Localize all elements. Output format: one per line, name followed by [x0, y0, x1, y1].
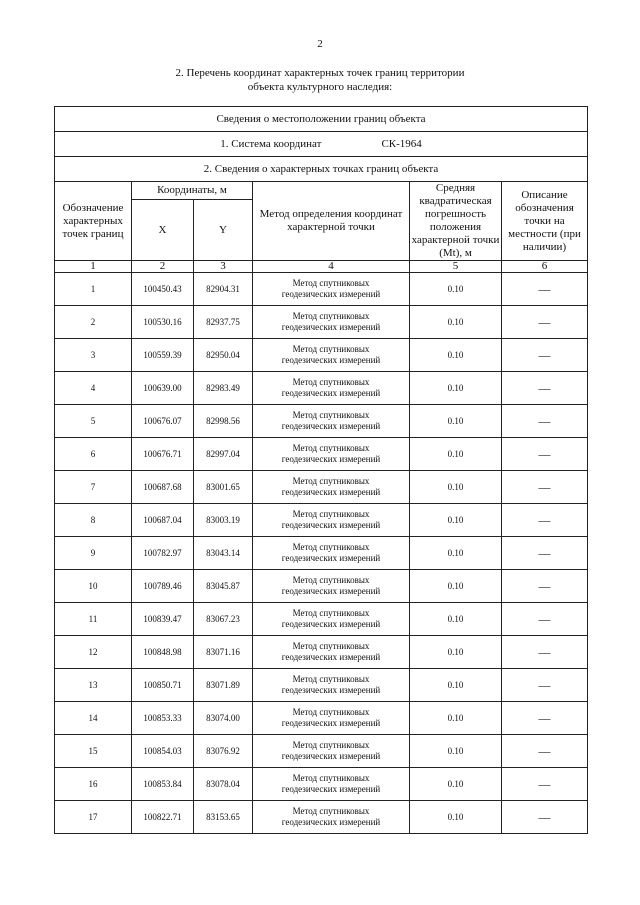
- table-main-header: Сведения о местоположении границ объекта: [55, 107, 588, 132]
- point-number: 16: [55, 768, 132, 801]
- method-line-2: геодезических измерений: [281, 784, 381, 794]
- col-number: 5: [410, 261, 502, 273]
- method-line-2: геодезических измерений: [281, 586, 381, 596]
- method-line-1: Метод спутниковых: [292, 509, 370, 519]
- col-header-description: Описание обозначения точки на местности (при наличии): [502, 182, 588, 261]
- point-y: 82998.56: [194, 405, 253, 438]
- point-number: 11: [55, 603, 132, 636]
- col-header-error: Средняя квадратическая погрешность положения характерной точки (Mt), м: [410, 182, 502, 261]
- method-line-1: Метод спутниковых: [292, 608, 370, 618]
- point-y: 82904.31: [194, 273, 253, 306]
- point-y: 83076.92: [194, 735, 253, 768]
- point-y: 82997.04: [194, 438, 253, 471]
- col-number: 3: [194, 261, 253, 273]
- point-method: [253, 504, 410, 537]
- point-error: 0.10: [410, 702, 502, 735]
- point-description: —: [502, 768, 588, 801]
- point-method: [253, 537, 410, 570]
- table-row: [55, 801, 588, 834]
- method-line-2: геодезических измерений: [281, 421, 381, 431]
- table-row: [55, 372, 588, 405]
- point-description: —: [502, 372, 588, 405]
- point-method: [253, 273, 410, 306]
- point-number: 17: [55, 801, 132, 834]
- point-error: 0.10: [410, 801, 502, 834]
- point-method: [253, 372, 410, 405]
- point-error: 0.10: [410, 669, 502, 702]
- point-number: 10: [55, 570, 132, 603]
- coordinate-system-row: [55, 132, 588, 157]
- point-y: 83153.65: [194, 801, 253, 834]
- point-error: 0.10: [410, 504, 502, 537]
- document-title: [120, 66, 520, 94]
- point-number: 15: [55, 735, 132, 768]
- method-line-2: геодезических измерений: [281, 289, 381, 299]
- point-description: —: [502, 273, 588, 306]
- point-error: 0.10: [410, 603, 502, 636]
- point-error: 0.10: [410, 537, 502, 570]
- point-error: 0.10: [410, 405, 502, 438]
- point-x: 100848.98: [132, 636, 194, 669]
- point-error: 0.10: [410, 636, 502, 669]
- point-x: 100450.43: [132, 273, 194, 306]
- table-row: [55, 471, 588, 504]
- point-error: 0.10: [410, 339, 502, 372]
- table-row: [55, 504, 588, 537]
- point-description: —: [502, 471, 588, 504]
- method-line-1: Метод спутниковых: [292, 641, 370, 651]
- method-line-1: Метод спутниковых: [292, 344, 370, 354]
- point-error: 0.10: [410, 570, 502, 603]
- page-number: 2: [317, 38, 323, 50]
- point-x: 100822.71: [132, 801, 194, 834]
- table-row: [55, 339, 588, 372]
- point-description: —: [502, 438, 588, 471]
- point-y: 83045.87: [194, 570, 253, 603]
- col-header-designation: Обозначение характерных точек границ: [55, 182, 132, 261]
- point-x: 100676.71: [132, 438, 194, 471]
- table-row: [55, 702, 588, 735]
- point-error: 0.10: [410, 438, 502, 471]
- method-line-2: геодезических измерений: [281, 619, 381, 629]
- point-y: 83001.65: [194, 471, 253, 504]
- point-x: 100854.03: [132, 735, 194, 768]
- coordinate-system-value: СК-1964: [381, 138, 422, 150]
- point-x: 100676.07: [132, 405, 194, 438]
- point-description: —: [502, 603, 588, 636]
- col-header-x: X: [132, 200, 194, 261]
- point-number: 7: [55, 471, 132, 504]
- point-x: 100687.04: [132, 504, 194, 537]
- boundary-points-table: [54, 106, 588, 834]
- col-header-coordinates: Координаты, м: [132, 182, 253, 200]
- method-line-2: геодезических измерений: [281, 454, 381, 464]
- method-line-1: Метод спутниковых: [292, 575, 370, 585]
- point-x: 100559.39: [132, 339, 194, 372]
- point-description: —: [502, 570, 588, 603]
- method-line-2: геодезических измерений: [281, 685, 381, 695]
- point-number: 3: [55, 339, 132, 372]
- method-line-1: Метод спутниковых: [292, 377, 370, 387]
- point-method: [253, 339, 410, 372]
- method-line-2: геодезических измерений: [281, 355, 381, 365]
- method-line-2: геодезических измерений: [281, 751, 381, 761]
- point-y: 83067.23: [194, 603, 253, 636]
- point-number: 12: [55, 636, 132, 669]
- method-line-1: Метод спутниковых: [292, 674, 370, 684]
- point-error: 0.10: [410, 735, 502, 768]
- method-line-2: геодезических измерений: [281, 322, 381, 332]
- point-x: 100839.47: [132, 603, 194, 636]
- point-y: 82950.04: [194, 339, 253, 372]
- point-y: 83043.14: [194, 537, 253, 570]
- point-description: —: [502, 735, 588, 768]
- point-x: 100853.84: [132, 768, 194, 801]
- title-line-2: объекта культурного наследия:: [247, 81, 393, 93]
- method-line-1: Метод спутниковых: [292, 740, 370, 750]
- point-y: 83071.89: [194, 669, 253, 702]
- point-y: 83078.04: [194, 768, 253, 801]
- method-line-1: Метод спутниковых: [292, 278, 370, 288]
- method-line-2: геодезических измерений: [281, 553, 381, 563]
- point-number: 2: [55, 306, 132, 339]
- point-method: [253, 438, 410, 471]
- col-number: 1: [55, 261, 132, 273]
- point-number: 4: [55, 372, 132, 405]
- table-row: [55, 570, 588, 603]
- method-line-2: геодезических измерений: [281, 817, 381, 827]
- point-y: 82937.75: [194, 306, 253, 339]
- point-method: [253, 405, 410, 438]
- method-line-2: геодезических измерений: [281, 718, 381, 728]
- point-number: 5: [55, 405, 132, 438]
- table-row: [55, 669, 588, 702]
- point-method: [253, 735, 410, 768]
- point-description: —: [502, 669, 588, 702]
- point-error: 0.10: [410, 471, 502, 504]
- method-line-1: Метод спутниковых: [292, 707, 370, 717]
- table-row: [55, 306, 588, 339]
- col-header-y: Y: [194, 200, 253, 261]
- method-line-2: геодезических измерений: [281, 388, 381, 398]
- point-method: [253, 603, 410, 636]
- point-method: [253, 669, 410, 702]
- method-line-1: Метод спутниковых: [292, 773, 370, 783]
- col-header-method: Метод определения координат характерной точки: [253, 182, 410, 261]
- point-x: 100853.33: [132, 702, 194, 735]
- point-x: 100530.16: [132, 306, 194, 339]
- point-error: 0.10: [410, 273, 502, 306]
- method-line-1: Метод спутниковых: [292, 542, 370, 552]
- table-row: [55, 603, 588, 636]
- point-x: 100687.68: [132, 471, 194, 504]
- point-method: [253, 801, 410, 834]
- table-row: [55, 636, 588, 669]
- col-number: 2: [132, 261, 194, 273]
- point-y: 83003.19: [194, 504, 253, 537]
- point-number: 1: [55, 273, 132, 306]
- point-error: 0.10: [410, 768, 502, 801]
- table-row: [55, 768, 588, 801]
- point-y: 83071.16: [194, 636, 253, 669]
- point-method: [253, 702, 410, 735]
- point-description: —: [502, 702, 588, 735]
- point-description: —: [502, 306, 588, 339]
- table-row: [55, 405, 588, 438]
- table-row: [55, 537, 588, 570]
- point-x: 100639.00: [132, 372, 194, 405]
- point-method: [253, 306, 410, 339]
- point-y: 82983.49: [194, 372, 253, 405]
- point-number: 6: [55, 438, 132, 471]
- table-row: [55, 273, 588, 306]
- point-x: 100789.46: [132, 570, 194, 603]
- method-line-2: геодезических измерений: [281, 487, 381, 497]
- point-x: 100850.71: [132, 669, 194, 702]
- point-description: —: [502, 339, 588, 372]
- point-number: 13: [55, 669, 132, 702]
- point-method: [253, 636, 410, 669]
- point-y: 83074.00: [194, 702, 253, 735]
- point-error: 0.10: [410, 306, 502, 339]
- table-row: [55, 438, 588, 471]
- method-line-1: Метод спутниковых: [292, 806, 370, 816]
- point-method: [253, 768, 410, 801]
- point-description: —: [502, 405, 588, 438]
- point-description: —: [502, 801, 588, 834]
- method-line-1: Метод спутниковых: [292, 311, 370, 321]
- point-description: —: [502, 636, 588, 669]
- title-line-1: 2. Перечень координат характерных точек границ территории: [175, 67, 465, 79]
- point-error: 0.10: [410, 372, 502, 405]
- method-line-1: Метод спутниковых: [292, 476, 370, 486]
- method-line-1: Метод спутниковых: [292, 443, 370, 453]
- point-number: 8: [55, 504, 132, 537]
- points-section-header: 2. Сведения о характерных точках границ объекта: [55, 157, 588, 182]
- point-number: 9: [55, 537, 132, 570]
- method-line-2: геодезических измерений: [281, 520, 381, 530]
- point-x: 100782.97: [132, 537, 194, 570]
- coordinate-system-label: 1. Система координат: [220, 138, 322, 150]
- point-description: —: [502, 537, 588, 570]
- point-description: —: [502, 504, 588, 537]
- table-row: [55, 735, 588, 768]
- point-method: [253, 471, 410, 504]
- method-line-1: Метод спутниковых: [292, 410, 370, 420]
- col-number: 6: [502, 261, 588, 273]
- method-line-2: геодезических измерений: [281, 652, 381, 662]
- point-method: [253, 570, 410, 603]
- col-number: 4: [253, 261, 410, 273]
- point-number: 14: [55, 702, 132, 735]
